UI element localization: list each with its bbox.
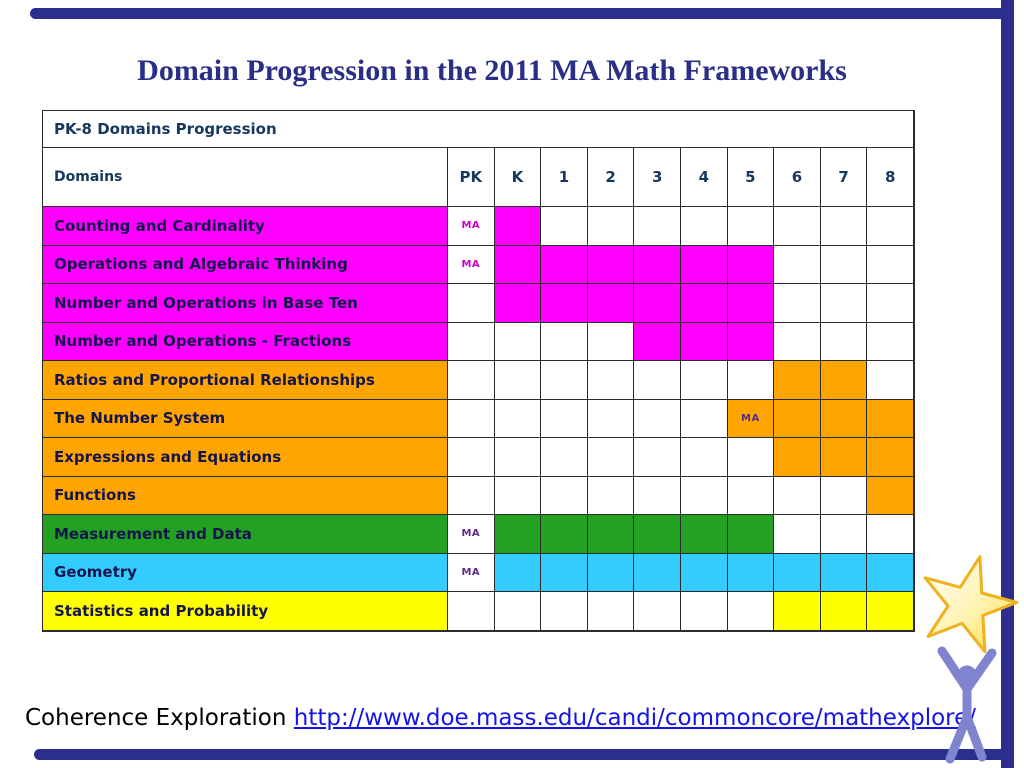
domain-label-cell: Counting and Cardinality [43, 207, 448, 246]
grade-cell [867, 515, 914, 554]
domain-label-cell: Number and Operations in Base Ten [43, 284, 448, 323]
slide-border-top [30, 8, 1014, 19]
grade-cell [541, 207, 588, 246]
grade-cell [867, 592, 914, 631]
grade-cell [588, 400, 635, 439]
grade-column-header-8: 8 [867, 148, 914, 207]
grade-cell [448, 284, 495, 323]
grade-cell [774, 284, 821, 323]
grade-cell [821, 246, 868, 285]
grade-cell [821, 400, 868, 439]
grade-cell [774, 592, 821, 631]
grade-cell [821, 592, 868, 631]
grade-cell [867, 361, 914, 400]
grade-cell [448, 592, 495, 631]
grade-column-header-7: 7 [821, 148, 868, 207]
grade-cell [495, 477, 542, 516]
grade-column-header-2: 2 [588, 148, 635, 207]
grade-cell [634, 361, 681, 400]
grade-cell [728, 323, 775, 362]
grade-cell [774, 246, 821, 285]
grade-cell [681, 284, 728, 323]
footer [25, 705, 976, 731]
grade-cell [681, 246, 728, 285]
grade-cell [634, 554, 681, 593]
domain-label-cell: Number and Operations - Fractions [43, 323, 448, 362]
ma-marker: MA [461, 258, 481, 270]
grade-cell [634, 477, 681, 516]
grade-cell [495, 207, 542, 246]
grade-column-header-4: 4 [681, 148, 728, 207]
grade-cell [541, 438, 588, 477]
star-clipart [912, 545, 1024, 768]
grade-cell [495, 438, 542, 477]
grade-cell [448, 207, 495, 246]
coherence-label: Coherence Exploration [25, 705, 294, 731]
slide-title: Domain Progression in the 2011 MA Math Frameworks [137, 54, 847, 87]
grade-cell [634, 515, 681, 554]
grade-cell [588, 554, 635, 593]
grade-cell [821, 477, 868, 516]
grade-cell [867, 400, 914, 439]
table-caption: PK-8 Domains Progression [43, 111, 914, 148]
grade-cell [681, 361, 728, 400]
grade-cell [821, 323, 868, 362]
coherence-link[interactable]: http://www.doe.mass.edu/candi/commoncore/mathexplore/ [293, 705, 977, 731]
grade-cell [774, 207, 821, 246]
grade-cell [867, 477, 914, 516]
grade-cell [728, 284, 775, 323]
domain-label-cell: Operations and Algebraic Thinking [43, 246, 448, 285]
grade-cell [681, 515, 728, 554]
grade-cell [634, 400, 681, 439]
domain-label-cell: Expressions and Equations [43, 438, 448, 477]
grade-cell [495, 246, 542, 285]
grade-cell [588, 361, 635, 400]
ma-marker: MA [461, 220, 481, 232]
grade-cell [588, 438, 635, 477]
grade-cell [774, 438, 821, 477]
grade-cell [588, 592, 635, 631]
domain-label-cell: Functions [43, 477, 448, 516]
grade-cell [588, 246, 635, 285]
grade-cell [448, 361, 495, 400]
grade-cell [634, 284, 681, 323]
grade-cell [634, 246, 681, 285]
grade-cell [495, 361, 542, 400]
grade-cell [728, 438, 775, 477]
grade-cell [448, 246, 495, 285]
grade-cell [821, 361, 868, 400]
grade-cell [541, 554, 588, 593]
grade-cell [774, 400, 821, 439]
grade-cell [681, 207, 728, 246]
grade-cell [867, 207, 914, 246]
grade-column-header-k: K [495, 148, 542, 207]
slide-border-bottom [34, 749, 1014, 760]
ma-marker: MA [461, 528, 481, 540]
grade-column-header-3: 3 [634, 148, 681, 207]
domain-label-cell: The Number System [43, 400, 448, 439]
grade-cell [588, 207, 635, 246]
grade-cell [681, 323, 728, 362]
grade-cell [728, 477, 775, 516]
grade-cell [541, 323, 588, 362]
grade-cell [541, 400, 588, 439]
grade-cell [448, 438, 495, 477]
grade-column-header-6: 6 [774, 148, 821, 207]
grade-cell [495, 554, 542, 593]
ma-marker: MA [741, 412, 760, 424]
grade-cell [634, 592, 681, 631]
grade-cell [495, 284, 542, 323]
grade-cell [774, 477, 821, 516]
grade-cell [634, 323, 681, 362]
grade-cell [821, 515, 868, 554]
grade-cell [774, 361, 821, 400]
domain-label-cell: Measurement and Data [43, 515, 448, 554]
grade-cell [588, 477, 635, 516]
grade-cell [495, 592, 542, 631]
ma-marker: MA [461, 566, 481, 578]
grade-cell [448, 515, 495, 554]
grade-cell [681, 438, 728, 477]
grade-cell [588, 284, 635, 323]
grade-cell [681, 477, 728, 516]
grade-cell [588, 515, 635, 554]
domains-column-header: Domains [43, 148, 448, 207]
domain-label-cell: Geometry [43, 554, 448, 593]
grade-cell [448, 323, 495, 362]
grade-cell [541, 284, 588, 323]
grade-cell [774, 515, 821, 554]
grade-cell [728, 554, 775, 593]
grade-cell [681, 554, 728, 593]
grade-cell [448, 400, 495, 439]
grade-cell [867, 438, 914, 477]
grade-cell [681, 592, 728, 631]
grade-cell [728, 400, 775, 439]
grade-column-header-pk: PK [448, 148, 495, 207]
star-icon [925, 557, 1017, 652]
grade-cell [588, 323, 635, 362]
grade-cell [728, 207, 775, 246]
domain-label-cell: Statistics and Probability [43, 592, 448, 631]
grade-cell [495, 323, 542, 362]
domain-label-cell: Ratios and Proportional Relationships [43, 361, 448, 400]
grade-cell [774, 323, 821, 362]
grade-column-header-5: 5 [728, 148, 775, 207]
grade-cell [495, 400, 542, 439]
domains-progression-table [42, 110, 915, 632]
grade-cell [448, 477, 495, 516]
grade-cell [541, 246, 588, 285]
grade-cell [867, 284, 914, 323]
grade-cell [541, 515, 588, 554]
grade-cell [681, 400, 728, 439]
grade-column-header-1: 1 [541, 148, 588, 207]
grade-cell [495, 515, 542, 554]
grade-cell [774, 554, 821, 593]
grade-cell [728, 246, 775, 285]
grade-cell [541, 361, 588, 400]
grade-cell [728, 592, 775, 631]
grade-cell [867, 554, 914, 593]
grade-cell [867, 323, 914, 362]
grade-cell [821, 284, 868, 323]
grade-cell [541, 592, 588, 631]
grade-cell [728, 515, 775, 554]
grade-cell [867, 246, 914, 285]
grade-cell [634, 207, 681, 246]
grade-cell [821, 438, 868, 477]
grade-cell [634, 438, 681, 477]
grade-cell [821, 554, 868, 593]
person-head [958, 666, 977, 685]
grade-cell [448, 554, 495, 593]
grade-cell [541, 477, 588, 516]
grade-cell [821, 207, 868, 246]
grade-cell [728, 361, 775, 400]
